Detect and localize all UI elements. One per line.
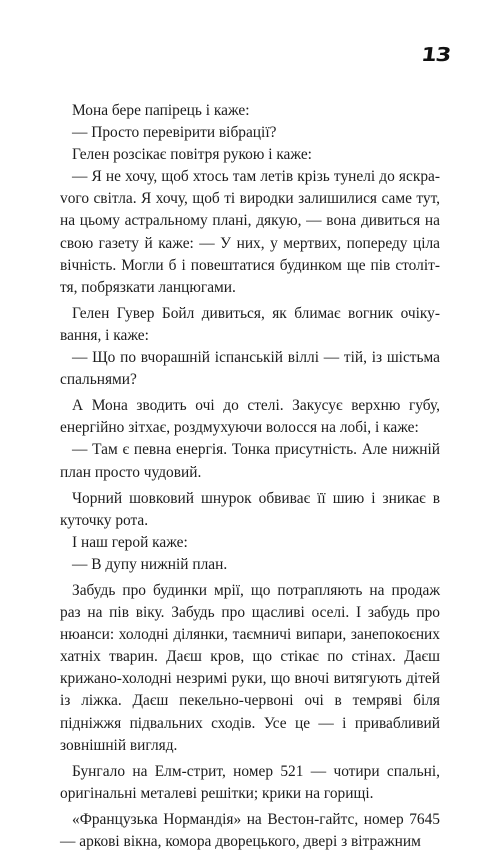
paragraph: Гелен розсікає повітря рукою і каже: [72,146,312,164]
paragraph: І наш герой каже: [72,533,188,551]
paragraph: Гелен Гувер Бойл дивиться, як блимає вогник очікування, і каже: [60,304,440,344]
paragraph: — Там є певна енергія. Тонка присутність. Але нижній план просто чудовий. [60,441,440,481]
paragraph: — Я не хочу, щоб хтось там летів крізь тунелі до яскраvого світла. Я хочу, щоб ті виродки залишилися саме тут, на цьому астральному плані, дякую, — вона дивиться на свою газету й каже: — У них, у мертвих, попереду ціла вічність. Могли б і повештатися будинком ще пів століття, побрязкати ланцюгами. [60,168,440,296]
body-text [60,100,440,853]
paragraph: Бунгало на Елм-стрит, номер 521 — чотири спальні, оригінальні металеві решітки; крики на горищі. [60,762,440,802]
page-number: 13 [419,44,451,66]
paragraph: — Просто перевірити вібрації? [72,124,277,142]
paragraph: А Мона зводить очі до стелі. Закусує верхню губу, енергійно зітхає, роздмухуючи волосся на лобі, і каже: [60,397,440,437]
paragraph: — В дупу нижній план. [72,555,228,573]
paragraph: Забудь про будинки мрії, що потрапляють на продаж раз на пів віку. Забудь про щасливі оселі. І забудь про нюанси: холодні ділянки, таємничі випари, занепокоєних хатніх тварин. Даєш кров, що стікає по стінах. Даєш крижано-холодні незримі руки, що вночі витягують дітей із ліжка. Даєш пекельно-червоні очі в темряві біля підніжжя підвальних сходів. Усе це — і привабливий зовнішній вигляд. [60,581,440,754]
paragraph: «Французька Нормандія» на Вестон-гайтс, номер 7645 — аркові вікна, комора дворецького, двері з вітражним [60,810,440,850]
paragraph: — Що по вчорашній іспанській віллі — тій, із шістьма спальнями? [60,349,440,389]
paragraph: Чорний шовковий шнурок обвиває її шию і зникає в куточку рота. [60,489,440,529]
paragraph: Мона бере папірець і каже: [72,102,250,119]
